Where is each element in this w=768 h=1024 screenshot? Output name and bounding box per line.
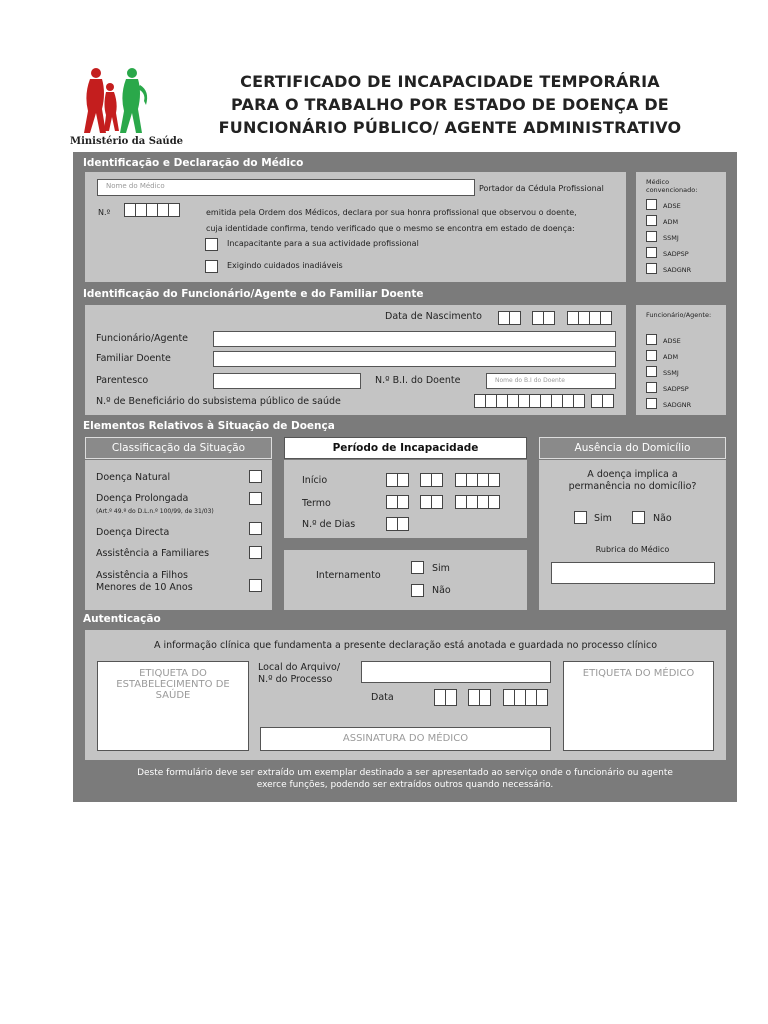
ausencia-sim-checkbox[interactable] <box>574 511 587 524</box>
section-title-funcionario: Identificação do Funcionário/Agente e do Familiar Doente <box>83 288 424 300</box>
autenticacao-statement: A informação clínica que fundamenta a presente declaração está anotada e guardada no processo clínico <box>153 640 658 651</box>
assinatura-label: ASSINATURA DO MÉDICO <box>342 733 469 744</box>
section-title-autenticacao: Autenticação <box>83 613 161 625</box>
func-adm-checkbox[interactable] <box>646 350 657 361</box>
etiqueta-estab-line-1: ETIQUETA DO <box>139 668 207 679</box>
numero-cedula-cells[interactable] <box>124 203 179 217</box>
classificacao-header: Classificação da Situação <box>85 437 272 459</box>
nome-medico-field[interactable] <box>97 179 475 196</box>
assistencia-familiares-checkbox[interactable] <box>249 546 262 559</box>
ausencia-nao-label: Não <box>653 513 672 524</box>
title-line-2: PARA O TRABALHO POR ESTADO DE DOENÇA DE <box>231 95 669 114</box>
title-line-3: FUNCIONÁRIO PÚBLICO/ AGENTE ADMINISTRATIVO <box>218 118 682 137</box>
bi-placeholder: Nome do B.I do Doente <box>495 377 565 384</box>
local-arquivo-field[interactable] <box>361 661 551 683</box>
nascimento-label: Data de Nascimento <box>385 311 482 322</box>
footer-line-2: exerce funções, podendo ser extraídos outros quando necessário. <box>256 780 554 790</box>
ausencia-question-1: A doença implica a <box>587 469 678 480</box>
doenca-directa-label: Doença Directa <box>96 527 170 538</box>
data-ano-cells[interactable] <box>503 689 547 706</box>
assistencia-familiares-label: Assistência a Familiares <box>96 548 210 559</box>
assistencia-filhos-label: Assistência a Filhos <box>96 570 188 581</box>
data-label: Data <box>371 692 394 703</box>
form-title <box>180 70 720 139</box>
func-adse-checkbox[interactable] <box>646 334 657 345</box>
dias-label: N.º de Dias <box>302 519 356 530</box>
familiar-label: Familiar Doente <box>96 353 171 364</box>
nascimento-ano-cells[interactable] <box>567 311 611 325</box>
termo-mes-cells[interactable] <box>420 495 442 509</box>
etiqueta-estab-line-2: ESTABELECIMENTO DE <box>116 679 230 690</box>
doenca-prolongada-label: Doença Prolongada <box>96 493 189 504</box>
termo-dia-cells[interactable] <box>386 495 408 509</box>
inicio-dia-cells[interactable] <box>386 473 408 487</box>
title-line-1: CERTIFICADO DE INCAPACIDADE TEMPORÁRIA <box>240 72 660 91</box>
beneficiario-label: N.º de Beneficiário do subsistema público de saúde <box>96 396 341 407</box>
medico-ssmj-checkbox[interactable] <box>646 231 657 242</box>
ausencia-header: Ausência do Domicílio <box>539 437 726 459</box>
medico-adse-checkbox[interactable] <box>646 199 657 210</box>
nascimento-dia-cells[interactable] <box>498 311 520 325</box>
func-sadpsp-checkbox[interactable] <box>646 382 657 393</box>
internamento-sim-label: Sim <box>432 563 450 574</box>
medico-sadgnr-checkbox[interactable] <box>646 263 657 274</box>
cuidados-label: Exigindo cuidados inadiáveis <box>227 261 343 270</box>
func-adm-label: ADM <box>663 353 679 361</box>
beneficiario-cells[interactable] <box>474 394 584 408</box>
inicio-ano-cells[interactable] <box>455 473 499 487</box>
beneficiario-extra-cells[interactable] <box>591 394 613 408</box>
section-title-medico: Identificação e Declaração do Médico <box>83 157 304 169</box>
medico-sadgnr-label: SADGNR <box>663 266 692 274</box>
doenca-prolongada-note: (Art.º 49.º do D.L.n.º 100/99, de 31/03) <box>96 508 214 515</box>
etiqueta-estab-line-3: SAÚDE <box>155 690 191 701</box>
func-sadpsp-label: SADPSP <box>663 385 689 393</box>
inicio-label: Início <box>302 475 328 486</box>
section-title-doenca: Elementos Relativos à Situação de Doença <box>83 420 335 432</box>
funcionario-side-label: Funcionário/Agente: <box>646 311 712 319</box>
internamento-sim-checkbox[interactable] <box>411 561 424 574</box>
medico-adm-label: ADM <box>663 218 679 226</box>
ministry-name: Ministério da Saúde <box>70 136 184 147</box>
footer-line-1: Deste formulário deve ser extraído um exemplar destinado a ser apresentado ao serviço onde o funcionário ou agente <box>137 768 673 778</box>
internamento-label: Internamento <box>316 570 381 581</box>
etiqueta-medico-label: ETIQUETA DO MÉDICO <box>582 668 695 679</box>
doenca-natural-label: Doença Natural <box>96 472 171 483</box>
parentesco-label: Parentesco <box>96 375 149 386</box>
cedula-label: Portador da Cédula Profissional <box>479 184 604 193</box>
termo-label: Termo <box>302 498 331 509</box>
ausencia-question-2: permanência no domicílio? <box>568 481 697 492</box>
convencionado-label-1: Médico <box>646 178 670 186</box>
internamento-nao-checkbox[interactable] <box>411 584 424 597</box>
internamento-nao-label: Não <box>432 585 451 596</box>
nome-medico-placeholder: Nome do Médico <box>106 182 165 190</box>
medico-ssmj-label: SSMJ <box>663 234 679 242</box>
rubrica-field[interactable] <box>551 562 715 584</box>
nascimento-mes-cells[interactable] <box>532 311 554 325</box>
medico-sadpsp-checkbox[interactable] <box>646 247 657 258</box>
footer-note <box>73 767 737 791</box>
incapacitante-checkbox[interactable] <box>205 238 218 251</box>
parentesco-field[interactable] <box>213 373 361 389</box>
local-arquivo-label-2: N.º do Processo <box>258 674 333 685</box>
func-ssmj-label: SSMJ <box>663 369 679 377</box>
assinatura-box[interactable] <box>260 727 551 751</box>
doenca-prolongada-checkbox[interactable] <box>249 492 262 505</box>
dias-cells[interactable] <box>386 517 408 531</box>
ausencia-nao-checkbox[interactable] <box>632 511 645 524</box>
inicio-mes-cells[interactable] <box>420 473 442 487</box>
etiqueta-medico-box <box>563 661 714 751</box>
funcionario-field[interactable] <box>213 331 616 347</box>
etiqueta-estabelecimento-box <box>97 661 249 751</box>
func-sadgnr-label: SADGNR <box>663 401 692 409</box>
doenca-natural-checkbox[interactable] <box>249 470 262 483</box>
incapacitante-label: Incapacitante para a sua actividade profissional <box>227 239 419 248</box>
medico-adse-label: ADSE <box>663 202 681 210</box>
ausencia-sim-label: Sim <box>594 513 612 524</box>
familiar-field[interactable] <box>213 351 616 367</box>
declaration-line-1: emitida pela Ordem dos Médicos, declara por sua honra profissional que observou o doente, <box>206 208 577 217</box>
local-arquivo-label-1: Local do Arquivo/ <box>258 662 341 673</box>
cuidados-checkbox[interactable] <box>205 260 218 273</box>
assistencia-filhos-checkbox[interactable] <box>249 579 262 592</box>
numero-label: N.º <box>98 208 111 217</box>
convencionado-label-2: convencionado: <box>646 186 698 194</box>
func-ssmj-checkbox[interactable] <box>646 366 657 377</box>
funcionario-label: Funcionário/Agente <box>96 333 189 344</box>
bi-field[interactable] <box>486 373 616 389</box>
func-adse-label: ADSE <box>663 337 681 345</box>
bi-label: N.º B.I. do Doente <box>375 375 461 386</box>
medico-adm-checkbox[interactable] <box>646 215 657 226</box>
func-sadgnr-checkbox[interactable] <box>646 398 657 409</box>
data-mes-cells[interactable] <box>468 689 490 706</box>
menores-label: Menores de 10 Anos <box>96 582 193 593</box>
periodo-header: Período de Incapacidade <box>284 437 527 459</box>
termo-ano-cells[interactable] <box>455 495 499 509</box>
declaration-line-2: cuja identidade confirma, tendo verificado que o mesmo se encontra em estado de doença: <box>206 224 575 233</box>
medico-sadpsp-label: SADPSP <box>663 250 689 258</box>
rubrica-label: Rubrica do Médico <box>595 545 670 554</box>
data-dia-cells[interactable] <box>434 689 456 706</box>
doenca-directa-checkbox[interactable] <box>249 522 262 535</box>
